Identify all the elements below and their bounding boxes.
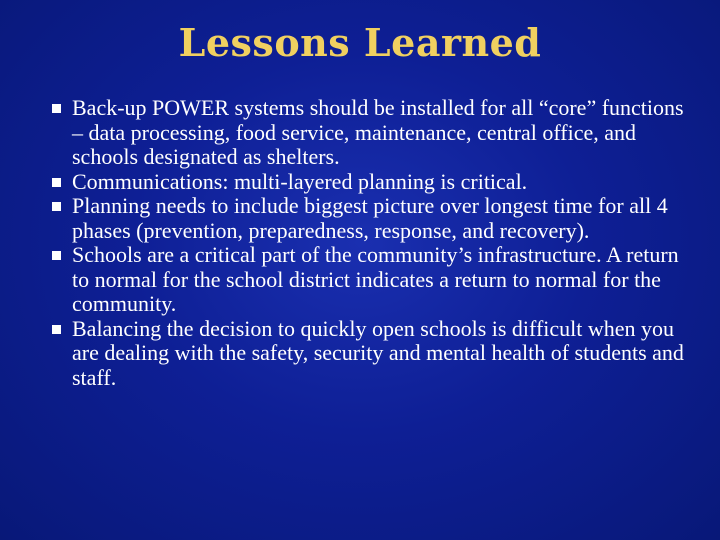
square-bullet-icon — [52, 202, 61, 211]
square-bullet-icon — [52, 104, 61, 113]
bullet-text: Planning needs to include biggest picture over longest time for all 4 phases (prevention, preparedness, response, and recovery). — [72, 193, 668, 243]
square-bullet-icon — [52, 325, 61, 334]
bullet-item — [52, 96, 692, 170]
bullet-item — [52, 243, 692, 317]
slide-title: Lessons Learned — [178, 20, 542, 65]
bullet-item — [52, 194, 692, 243]
bullet-list — [52, 96, 692, 390]
square-bullet-icon — [52, 178, 61, 187]
bullet-item — [52, 317, 692, 391]
bullet-item — [52, 170, 692, 195]
bullet-text: Schools are a critical part of the community’s infrastructure. A return to normal for the school district indicates a return to normal for the community. — [72, 242, 679, 316]
bullet-text: Balancing the decision to quickly open schools is difficult when you are dealing with the safety, security and mental health of students and staff. — [72, 315, 684, 390]
square-bullet-icon — [52, 251, 61, 260]
bullet-text: Communications: multi-layered planning is critical. — [72, 168, 528, 194]
bullet-text: Back-up POWER systems should be installed for all “core” functions – data processing, food service, maintenance, central office, and schools designated as shelters. — [72, 95, 684, 169]
